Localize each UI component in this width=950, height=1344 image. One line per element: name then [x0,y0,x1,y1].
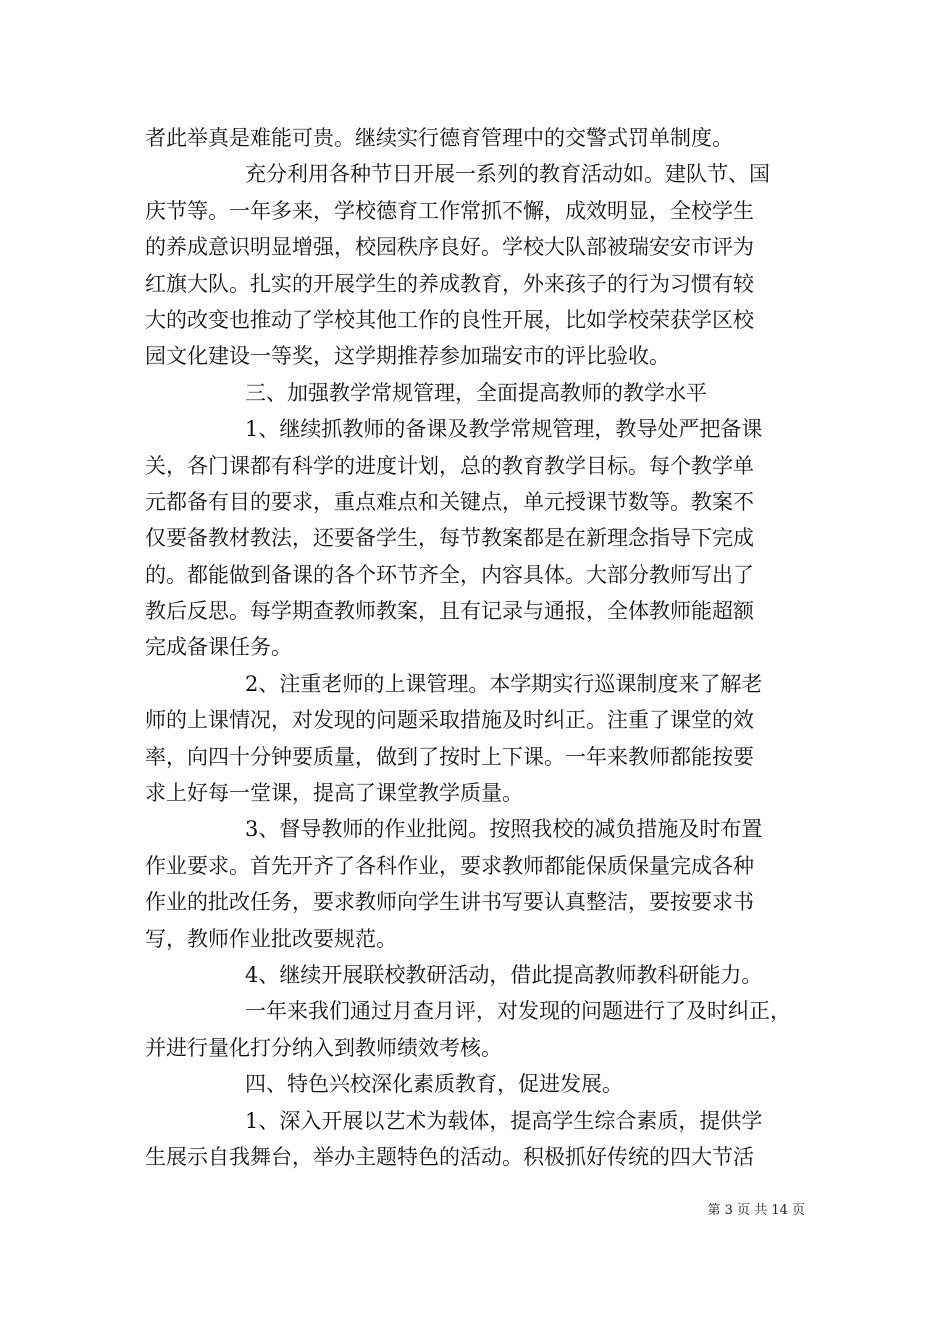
text-line: 红旗大队。扎实的开展学生的养成教育，外来孩子的行为习惯有较 [145,271,754,296]
section-heading: 四、特色兴校深化素质教育，促进发展。 [245,1072,623,1097]
text-line: 1、继续抓教师的备课及教学常规管理，教导处严把备课 [245,417,763,442]
text-line: 并进行量化打分纳入到教师绩效考核。 [145,1035,502,1060]
text-line: 的。都能做到备课的各个环节齐全，内容具体。大部分教师写出了 [145,562,754,587]
text-line: 关，各门课都有科学的进度计划，总的教育教学目标。每个教学单 [145,453,754,478]
text-line: 作业的批改任务，要求教师向学生讲书写要认真整洁，要按要求书 [145,890,754,915]
text-line: 的养成意识明显增强，校园秩序良好。学校大队部被瑞安安市评为 [145,235,754,260]
text-line: 率，向四十分钟要质量，做到了按时上下课。一年来教师都能按要 [145,744,754,769]
text-line: 园文化建设一等奖，这学期推荐参加瑞安市的评比验收。 [145,344,670,369]
page-number: 第 3 页 共 14 页 [707,1203,805,1218]
text-line: 仅要备教材教法，还要备学生，每节教案都是在新理念指导下完成 [145,526,754,551]
text-line: 求上好每一堂课，提高了课堂教学质量。 [145,781,523,806]
text-line: 作业要求。首先开齐了各科作业，要求教师都能保质保量完成各种 [145,853,754,878]
text-line: 者此举真是难能可贵。继续实行德育管理中的交警式罚单制度。 [145,126,733,150]
text-line: 庆节等。一年多来，学校德育工作常抓不懈，成效明显，全校学生 [145,198,754,223]
text-line: 生展示自我舞台，举办主题特色的活动。积极抓好传统的四大节活 [145,1144,754,1169]
text-line: 完成备课任务。 [145,635,292,660]
text-line: 写，教师作业批改要规范。 [145,926,397,951]
text-line: 3、督导教师的作业批阅。按照我校的减负措施及时布置 [245,817,763,842]
text-line: 一年来我们通过月查月评，对发现的问题进行了及时纠正， [245,999,791,1024]
text-line: 4、继续开展联校教研活动，借此提高教师教科研能力。 [245,962,763,987]
document-body [145,120,807,1175]
text-line: 2、注重老师的上课管理。本学期实行巡课制度来了解老 [245,671,763,696]
text-line: 充分利用各种节日开展一系列的教育活动如。建队节、国 [245,162,770,187]
text-line: 师的上课情况，对发现的问题采取措施及时纠正。注重了课堂的效 [145,708,754,733]
text-line: 大的改变也推动了学校其他工作的良性开展，比如学校荣获学区校 [145,307,754,332]
text-line: 教后反思。每学期查教师教案，且有记录与通报，全体教师能超额 [145,599,754,624]
text-line: 1、深入开展以艺术为载体，提高学生综合素质，提供学 [245,1108,763,1133]
section-heading: 三、加强教学常规管理，全面提高教师的教学水平 [245,380,707,405]
text-line: 元都备有目的要求，重点难点和关键点，单元授课节数等。教案不 [145,489,754,514]
